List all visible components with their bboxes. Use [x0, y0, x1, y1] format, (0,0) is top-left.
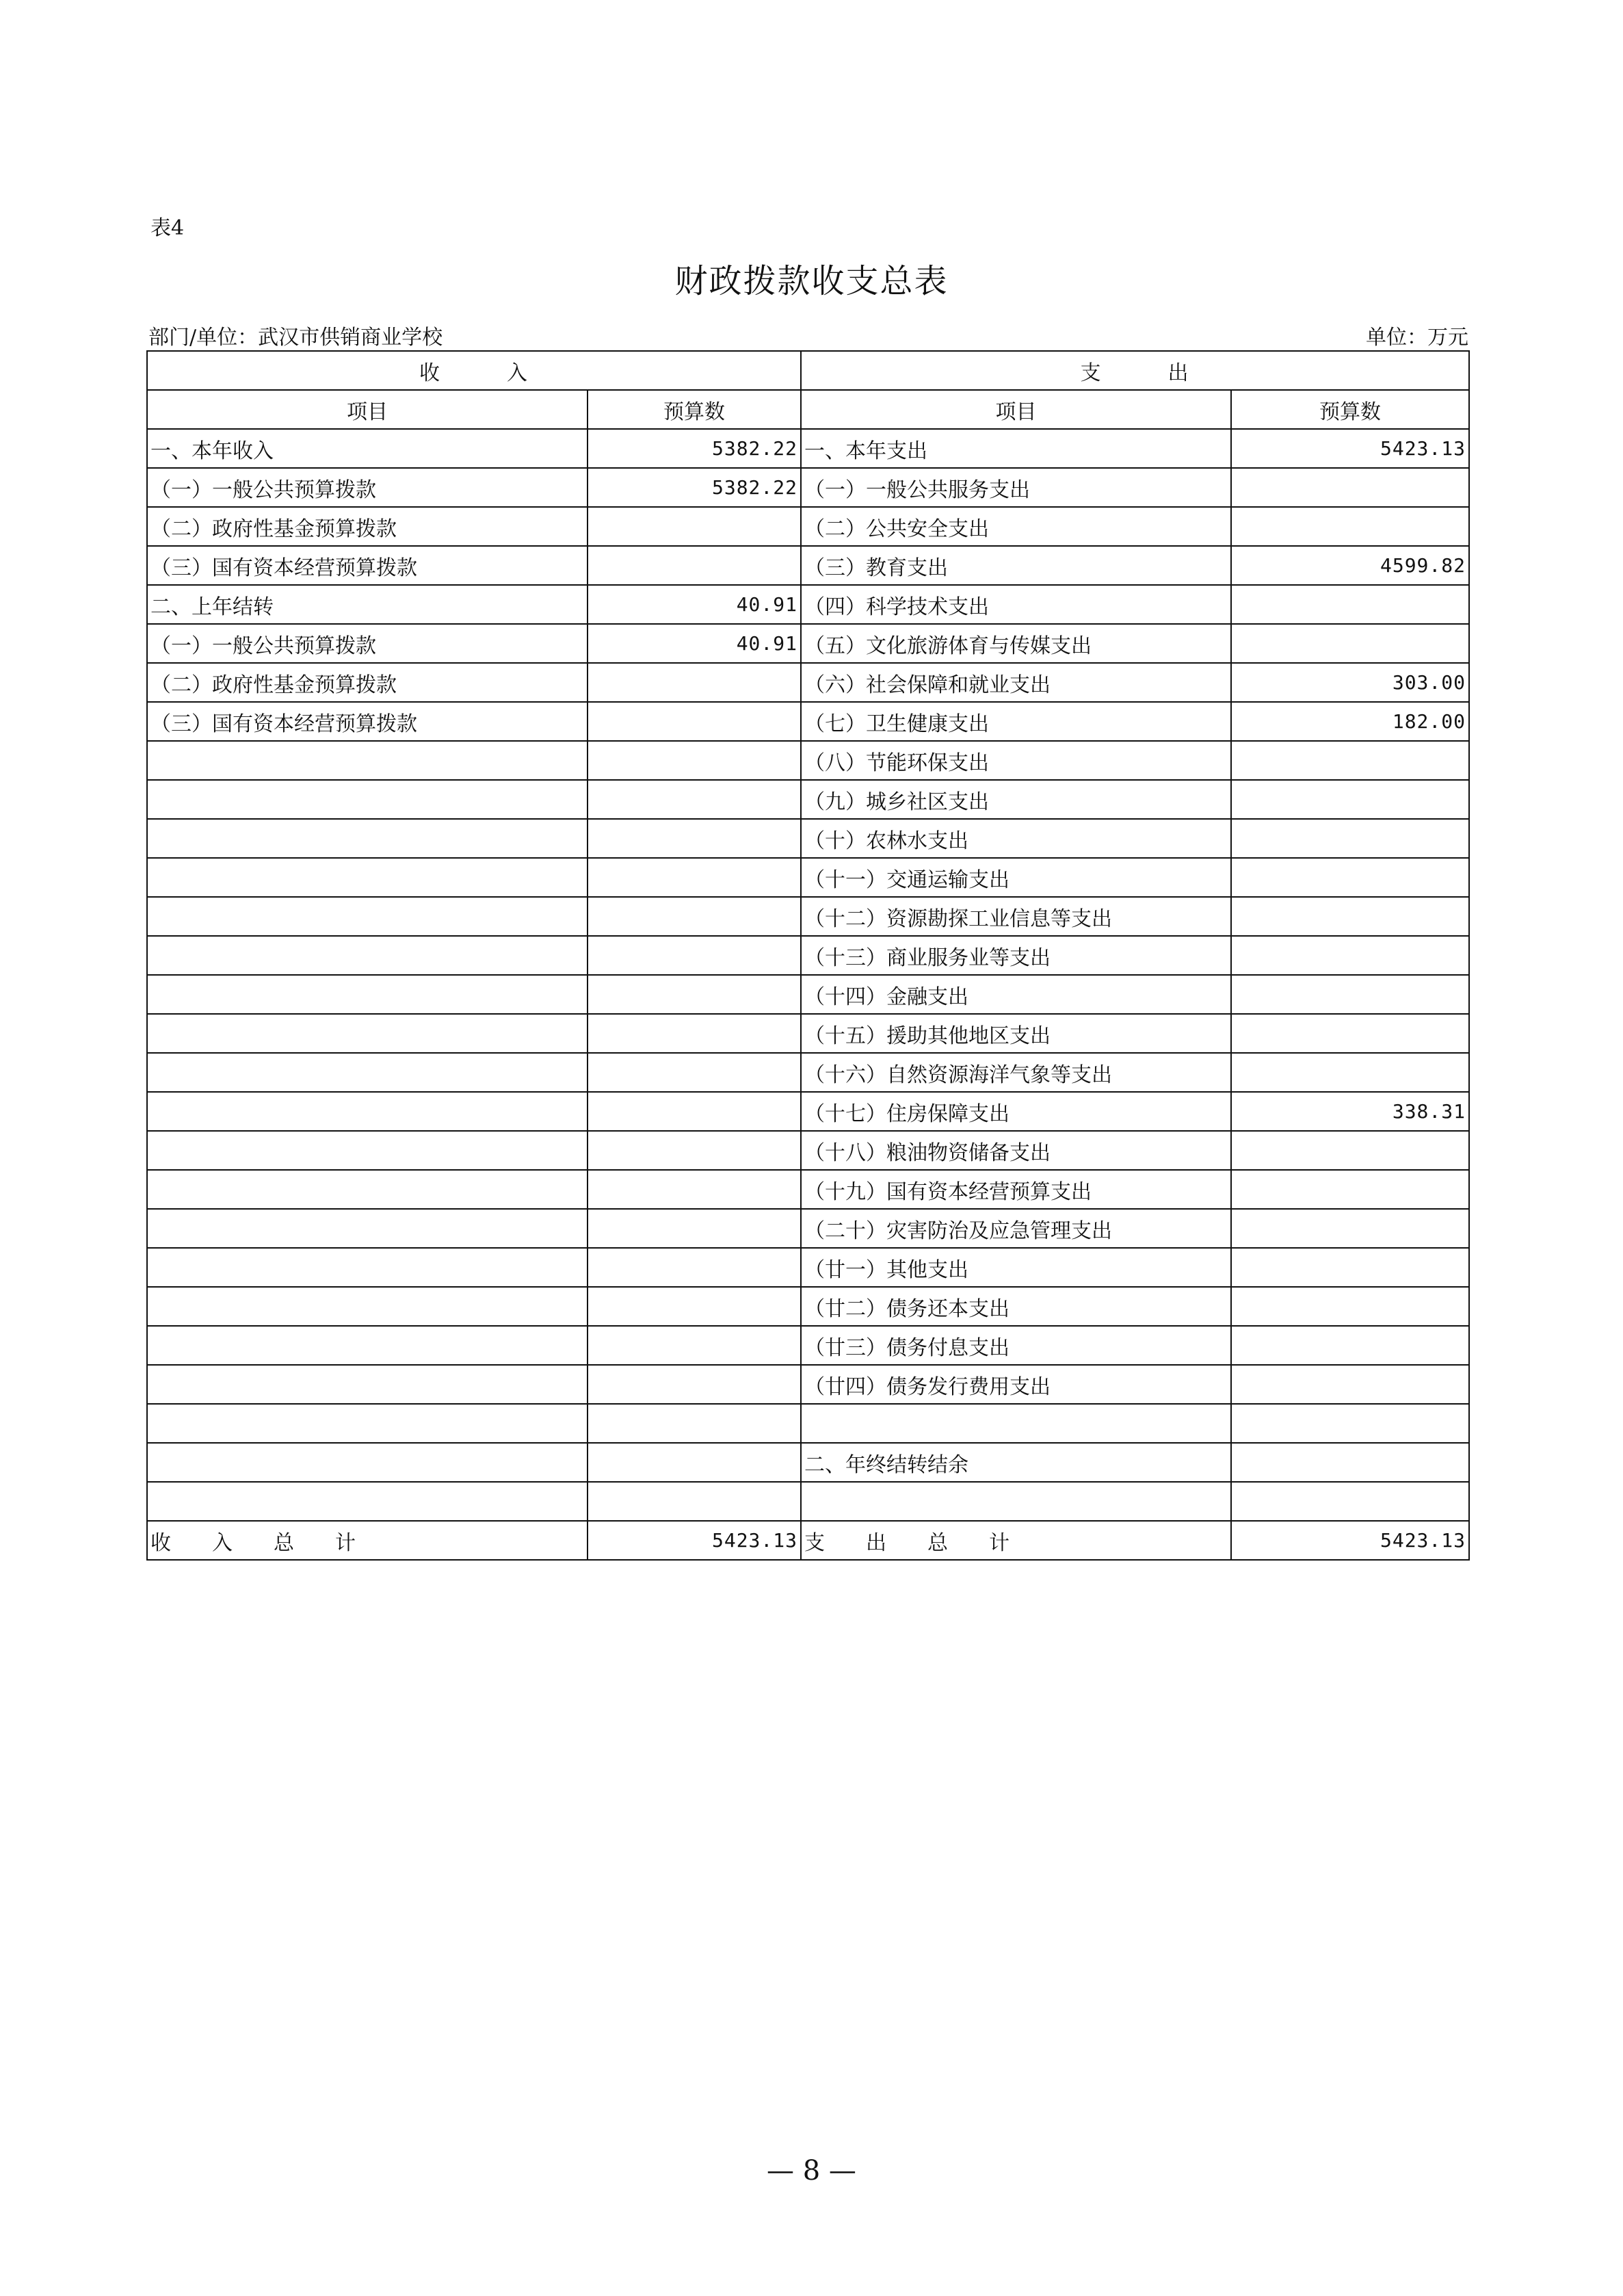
income-amount-cell — [588, 546, 801, 585]
page-title: 财政拨款收支总表 — [674, 262, 949, 300]
expense-item-cell: （二十）灾害防治及应急管理支出 — [801, 1209, 1231, 1248]
table-row — [147, 1209, 1469, 1248]
table-row — [147, 585, 1469, 624]
expense-amount-cell — [1231, 1287, 1469, 1326]
expense-item-cell: （十二）资源勘探工业信息等支出 — [801, 897, 1231, 936]
expense-item-cell: （七）卫生健康支出 — [801, 702, 1231, 741]
table-row — [147, 1443, 1469, 1482]
expense-item-cell: （四）科学技术支出 — [801, 585, 1231, 624]
income-item-cell — [147, 1248, 588, 1287]
expense-amount-cell — [1231, 1248, 1469, 1287]
income-amount-cell — [588, 1014, 801, 1053]
income-item-cell — [147, 1326, 588, 1365]
table-row — [147, 507, 1469, 546]
expense-amount-cell — [1231, 585, 1469, 624]
expense-amount-cell — [1231, 1365, 1469, 1404]
expense-amount-cell — [1231, 1170, 1469, 1209]
expense-item-cell: （廿四）债务发行费用支出 — [801, 1365, 1231, 1404]
expense-amount-cell — [1231, 1404, 1469, 1443]
income-amount-cell — [588, 975, 801, 1014]
expense-item-cell: （十八）粮油物资储备支出 — [801, 1131, 1231, 1170]
table-row — [147, 1482, 1469, 1521]
income-amount-cell — [588, 1287, 801, 1326]
expense-amount-cell — [1231, 1482, 1469, 1521]
income-amount-cell — [588, 663, 801, 702]
expense-item-cell: （三）教育支出 — [801, 546, 1231, 585]
table-row — [147, 1365, 1469, 1404]
expense-item-cell: （廿一）其他支出 — [801, 1248, 1231, 1287]
table-row — [147, 1053, 1469, 1092]
expense-item-cell: （十七）住房保障支出 — [801, 1092, 1231, 1131]
income-item-cell — [147, 1209, 588, 1248]
income-amount-cell: 5382.22 — [588, 429, 801, 468]
income-amount-cell: 40.91 — [588, 585, 801, 624]
income-amount-cell — [588, 1443, 801, 1482]
table-row — [147, 975, 1469, 1014]
table-row — [147, 897, 1469, 936]
income-item-cell: （三）国有资本经营预算拨款 — [147, 702, 588, 741]
expense-amount-cell — [1231, 468, 1469, 507]
income-amount-cell — [588, 780, 801, 819]
expense-amount-cell — [1231, 780, 1469, 819]
expense-item-cell: （廿三）债务付息支出 — [801, 1326, 1231, 1365]
income-item-cell — [147, 1131, 588, 1170]
income-amount-header: 预算数 — [588, 390, 801, 429]
expense-item-cell: （十三）商业服务业等支出 — [801, 936, 1231, 975]
income-item-cell: （三）国有资本经营预算拨款 — [147, 546, 588, 585]
income-item-cell — [147, 936, 588, 975]
page-number: — 8 — — [767, 2155, 856, 2187]
income-amount-cell — [588, 702, 801, 741]
income-amount-cell — [588, 1404, 801, 1443]
income-item-cell — [147, 1287, 588, 1326]
income-item-cell: （二）政府性基金预算拨款 — [147, 663, 588, 702]
expense-item-cell: （十）农林水支出 — [801, 819, 1231, 858]
income-item-cell — [147, 975, 588, 1014]
table-row — [147, 1287, 1469, 1326]
income-item-cell — [147, 1170, 588, 1209]
expense-item-cell: （十四）金融支出 — [801, 975, 1231, 1014]
income-amount-cell — [588, 1209, 801, 1248]
table-row — [147, 702, 1469, 741]
expense-amount-cell: 4599.82 — [1231, 546, 1469, 585]
income-amount-cell — [588, 507, 801, 546]
expense-amount-cell: 182.00 — [1231, 702, 1469, 741]
income-amount-cell — [588, 819, 801, 858]
expense-item-cell: （十五）援助其他地区支出 — [801, 1014, 1231, 1053]
expense-amount-cell — [1231, 1131, 1469, 1170]
expense-item-cell: （六）社会保障和就业支出 — [801, 663, 1231, 702]
income-item-cell — [147, 1014, 588, 1053]
expense-amount-header: 预算数 — [1231, 390, 1469, 429]
income-amount-cell — [588, 1170, 801, 1209]
expense-item-cell: （五）文化旅游体育与传媒支出 — [801, 624, 1231, 663]
expense-item-cell: （十九）国有资本经营预算支出 — [801, 1170, 1231, 1209]
expense-amount-cell — [1231, 1209, 1469, 1248]
income-amount-cell — [588, 1326, 801, 1365]
expense-item-cell: 一、本年支出 — [801, 429, 1231, 468]
section-header-row — [147, 351, 1469, 390]
income-amount-cell — [588, 1482, 801, 1521]
income-item-cell — [147, 1053, 588, 1092]
table-row — [147, 1014, 1469, 1053]
expense-amount-cell: 5423.13 — [1231, 429, 1469, 468]
table-row — [147, 624, 1469, 663]
income-item-header: 项目 — [147, 390, 588, 429]
budget-table — [146, 350, 1470, 1561]
expense-item-cell — [801, 1404, 1231, 1443]
income-amount-cell: 5382.22 — [588, 468, 801, 507]
income-item-cell: 一、本年收入 — [147, 429, 588, 468]
expense-item-cell: （十六）自然资源海洋气象等支出 — [801, 1053, 1231, 1092]
expense-item-cell: 二、年终结转结余 — [801, 1443, 1231, 1482]
expense-amount-cell — [1231, 741, 1469, 780]
income-amount-cell — [588, 1053, 801, 1092]
table-row — [147, 819, 1469, 858]
income-item-cell — [147, 741, 588, 780]
table-row — [147, 663, 1469, 702]
income-item-cell — [147, 858, 588, 897]
expense-item-cell: （十一）交通运输支出 — [801, 858, 1231, 897]
table-row — [147, 429, 1469, 468]
expense-amount-cell: 338.31 — [1231, 1092, 1469, 1131]
table-row — [147, 1131, 1469, 1170]
table-row — [147, 780, 1469, 819]
table-row — [147, 468, 1469, 507]
unit-label: 单位：万元 — [1366, 326, 1468, 350]
income-item-cell: （二）政府性基金预算拨款 — [147, 507, 588, 546]
table-tag: 表4 — [150, 216, 185, 240]
income-item-cell — [147, 1404, 588, 1443]
table-row — [147, 741, 1469, 780]
expense-amount-cell — [1231, 858, 1469, 897]
expense-section-header: 支 出 — [801, 351, 1469, 390]
expense-item-cell: （二）公共安全支出 — [801, 507, 1231, 546]
expense-amount-cell — [1231, 624, 1469, 663]
table-row — [147, 936, 1469, 975]
table-row — [147, 1092, 1469, 1131]
expense-amount-cell — [1231, 507, 1469, 546]
income-item-cell — [147, 1365, 588, 1404]
income-amount-cell — [588, 1365, 801, 1404]
income-amount-cell — [588, 936, 801, 975]
expense-item-cell — [801, 1482, 1231, 1521]
expense-amount-cell — [1231, 936, 1469, 975]
income-amount-cell: 40.91 — [588, 624, 801, 663]
expense-amount-cell — [1231, 819, 1469, 858]
income-amount-cell — [588, 1131, 801, 1170]
expense-item-cell: （一）一般公共服务支出 — [801, 468, 1231, 507]
expense-item-cell: （八）节能环保支出 — [801, 741, 1231, 780]
income-amount-cell — [588, 897, 801, 936]
expense-total-amount: 5423.13 — [1231, 1521, 1469, 1560]
expense-amount-cell — [1231, 1014, 1469, 1053]
income-amount-cell — [588, 1248, 801, 1287]
table-row — [147, 546, 1469, 585]
expense-amount-cell — [1231, 1326, 1469, 1365]
income-item-cell: 二、上年结转 — [147, 585, 588, 624]
income-total-amount: 5423.13 — [588, 1521, 801, 1560]
table-row — [147, 858, 1469, 897]
meta-line — [148, 320, 1468, 350]
expense-amount-cell — [1231, 1053, 1469, 1092]
income-amount-cell — [588, 1092, 801, 1131]
income-item-cell: （一）一般公共预算拨款 — [147, 468, 588, 507]
income-item-cell: （一）一般公共预算拨款 — [147, 624, 588, 663]
income-item-cell — [147, 897, 588, 936]
budget-body — [147, 429, 1469, 1521]
expense-amount-cell — [1231, 1443, 1469, 1482]
total-row — [147, 1521, 1469, 1560]
expense-item-header: 项目 — [801, 390, 1231, 429]
income-item-cell — [147, 780, 588, 819]
income-amount-cell — [588, 858, 801, 897]
table-row — [147, 1170, 1469, 1209]
expense-item-cell: （廿二）债务还本支出 — [801, 1287, 1231, 1326]
income-item-cell — [147, 819, 588, 858]
income-item-cell — [147, 1482, 588, 1521]
expense-amount-cell — [1231, 975, 1469, 1014]
income-section-header: 收 入 — [147, 351, 801, 390]
column-header-row — [147, 390, 1469, 429]
income-item-cell — [147, 1092, 588, 1131]
table-row — [147, 1326, 1469, 1365]
department-label: 部门/单位：武汉市供销商业学校 — [148, 326, 443, 350]
expense-total-label: 支 出 总 计 — [801, 1521, 1231, 1560]
table-row — [147, 1248, 1469, 1287]
income-total-label: 收 入 总 计 — [147, 1521, 588, 1560]
table-row — [147, 1404, 1469, 1443]
expense-item-cell: （九）城乡社区支出 — [801, 780, 1231, 819]
expense-amount-cell — [1231, 897, 1469, 936]
expense-amount-cell: 303.00 — [1231, 663, 1469, 702]
income-amount-cell — [588, 741, 801, 780]
income-item-cell — [147, 1443, 588, 1482]
